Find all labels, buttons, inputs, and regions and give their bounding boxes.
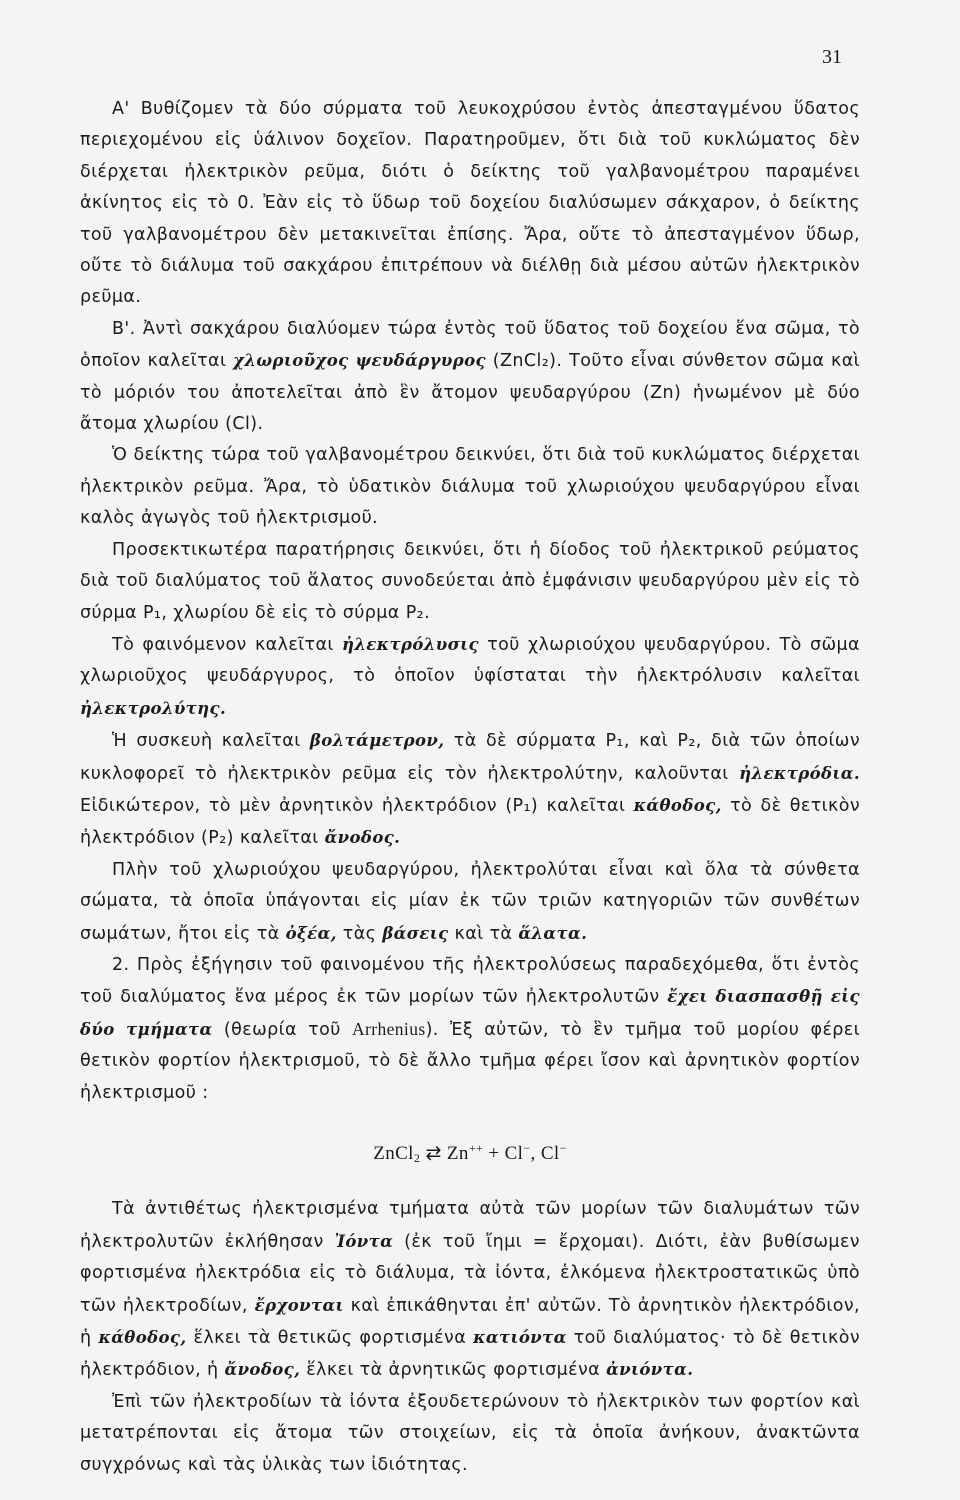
- text-span: Προσεκτικωτέρα παρατήρησις δεικνύει, ὅτι ἡ δίοδος τοῦ ἠλεκτρικοῦ ρεύματος διὰ τοῦ διαλύματος τοῦ ἅλατος συνοδεύεται ἀπὸ ἐμφάνισιν ψευδαργύρου μὲν εἰς τὸ σύρμα P₁, χλωρίου δὲ εἰς τὸ σύρμα P₂.: [80, 539, 860, 623]
- term-emphasis: ἠλεκτρολύτης.: [80, 698, 227, 718]
- formula-anion-2: Cl: [540, 1143, 560, 1164]
- term-emphasis: ἔρχονται: [254, 1295, 344, 1315]
- formula-cation-charge: ++: [468, 1141, 484, 1155]
- paragraph-b: [80, 314, 860, 441]
- paragraph-c: [80, 440, 860, 534]
- formula-plus: +: [488, 1143, 500, 1164]
- paragraph-f: [80, 725, 860, 855]
- paragraph-g: [80, 855, 860, 950]
- term-emphasis: ἀνιόντα.: [606, 1360, 694, 1380]
- term-emphasis: ἄνοδος.: [324, 828, 401, 848]
- term-emphasis: Ἰόντα: [334, 1231, 394, 1251]
- paragraph-h: [80, 950, 860, 1109]
- page-number: 31: [822, 46, 842, 68]
- formula-anion-charge: −: [523, 1141, 531, 1155]
- term-emphasis: βολτάμετρον,: [309, 731, 445, 751]
- text-span: Τὰ ἀντιθέτως ἠλεκτρισμένα τμήματα αὐτὰ τῶν μορίων τῶν διαλυμάτων τῶν ἠλεκτρολυτῶν ἐκλήθησαν: [80, 1199, 860, 1252]
- text-span: τοῦ διαλύματος· τὸ δὲ θετικὸν ἠλεκτρόδιον, ἡ: [80, 1328, 860, 1381]
- paragraph-a: [80, 94, 860, 314]
- formula-anion-2-charge: −: [559, 1141, 567, 1155]
- term-emphasis: ἄνοδος,: [224, 1360, 301, 1380]
- text-span: Ἐπὶ τῶν ἠλεκτροδίων τὰ ἰόντα ἐξουδετερώνουν τὸ ἠλεκτρικὸν των φορτίον καὶ μετατρέπονται εἰς ἄτομα τῶν στοιχείων, εἰς τὰ ὁποῖα ἀνήκουν, ἀνακτῶντα συγχρόνως καὶ τὰς ὑλικὰς των ἰδιότητας.: [80, 1391, 860, 1475]
- text-span: Α' Βυθίζομεν τὰ δύο σύρματα τοῦ λευκοχρύσου ἐντὸς ἀπεσταγμένου ὕδατος περιεχομένου εἰς ὑάλινον δοχεῖον. Παρατηροῦμεν, ὅτι διὰ τοῦ κυκλώματος δὲν διέρχεται ἠλεκτρικὸν ρεῦμα, διότι ὁ δείκτης τοῦ γαλβανομέτρου παραμένει ἀκίνητος εἰς τὸ 0. Ἐὰν εἰς τὸ ὕδωρ τοῦ δοχείου διαλύσωμεν σάκχαρον, ὁ δείκτης τοῦ γαλβανομέτρου δὲν μετακινεῖται ἐπίσης. Ἄρα, οὔτε τὸ ἀπεσταγμένον ὕδωρ, οὔτε τὸ διάλυμα τοῦ σακχάρου ἐπιτρέπουν νὰ διέλθῃ διὰ μέσου αὐτῶν ἠλεκτρικὸν ρεῦμα.: [80, 99, 860, 308]
- term-emphasis: ἅλατα.: [518, 923, 588, 943]
- formula-anion: Cl: [504, 1143, 524, 1164]
- term-emphasis: ἔχει διασπασθῇ εἰς δύο τμήματα: [80, 987, 860, 1039]
- term-emphasis: κάθοδος,: [98, 1328, 187, 1348]
- text-span: Ὁ δείκτης τώρα τοῦ γαλβανομέτρου δεικνύει, ὅτι διὰ τοῦ κυκλώματος διέρχεται ἠλεκτρικὸν ρεῦμα. Ἄρα, τὸ ὑδατικὸν διάλυμα τοῦ χλωριούχου ψευδαργύρου εἶναι καλὸς ἀγωγὸς τοῦ ἠλεκτρισμοῦ.: [80, 445, 860, 529]
- formula-lhs: ZnCl: [373, 1143, 414, 1164]
- text-span: Τὸ φαινόμενον καλεῖται: [112, 634, 342, 655]
- text-span: Β'. Ἀντὶ σακχάρου διαλύομεν τώρα ἐντὸς τοῦ ὕδατος τοῦ δοχείου ἕνα σῶμα, τὸ ὁποῖον καλεῖται: [80, 318, 860, 372]
- text-span: καὶ ἐπικάθηνται ἐπ' αὐτῶν. Τὸ ἀρνητικὸν ἠλεκτρόδιον, ἡ: [80, 1295, 860, 1349]
- name-arrhenius: Arrhenius: [351, 1018, 426, 1039]
- ionization-formula: [80, 1133, 860, 1174]
- paragraph-d: [80, 535, 860, 629]
- text-span: (ἐκ τοῦ ἴημι = ἔρχομαι). Διότι, ἐὰν βυθίσωμεν φορτισμένα ἠλεκτρόδια εἰς τὸ διάλυμα, τὰ ἰόντα, ἑλκόμενα ἠλεκτροστατικῶς ὑπὸ τῶν ἠλεκτροδίων,: [80, 1231, 860, 1316]
- text-span: (ZnCl₂). Τοῦτο εἶναι σύνθετον σῶμα καὶ τὸ μόριόν του ἀποτελεῖται ἀπὸ ἓν ἄτομον ψευδαργύρου (Zn) ἡνωμένον μὲ δύο ἄτομα χλωρίου (Cl).: [80, 351, 861, 435]
- text-span: Ἡ συσκευὴ καλεῖται: [112, 731, 310, 752]
- text-span: καὶ τὰ: [448, 923, 519, 944]
- text-span: ἕλκει τὰ ἀρνητικῶς φορτισμένα: [300, 1360, 607, 1381]
- term-emphasis: ἠλεκτρόλυσις: [341, 634, 479, 654]
- text-span: τοῦ χλωριούχου ψευδαργύρου. Τὸ σῶμα χλωριοῦχος ψευδάργυρος, τὸ ὁποῖον ὑφίσταται τὴν ἠλεκτρόλυσιν καλεῖται: [80, 634, 860, 687]
- paragraph-i: [80, 1194, 860, 1386]
- term-emphasis: κατιόντα: [473, 1328, 567, 1348]
- formula-comma: ,: [530, 1143, 536, 1164]
- text-span: Εἰδικώτερον, τὸ μὲν ἀρνητικὸν ἠλεκτρόδιον (P₁) καλεῖται: [80, 795, 634, 816]
- term-emphasis: κάθοδος,: [633, 795, 722, 815]
- equilibrium-arrow-icon: ⇄: [425, 1143, 442, 1164]
- formula-cation: Zn: [446, 1143, 469, 1164]
- term-emphasis: χλωριοῦχος ψευδάργυρος: [233, 351, 486, 371]
- paragraph-e: [80, 629, 860, 725]
- term-emphasis: ἠλεκτρόδια.: [739, 763, 860, 783]
- text-span: 2. Πρὸς ἐξήγησιν τοῦ φαινομένου τῆς ἠλεκτρολύσεως παραδεχόμεθα, ὅτι ἐντὸς τοῦ διαλύματος ἕνα μέρος ἐκ τῶν μορίων τῶν ἠλεκτρολυτῶν: [80, 954, 860, 1008]
- body-text: [80, 94, 860, 1481]
- paragraph-j: [80, 1387, 860, 1481]
- text-span: τὰ δὲ σύρματα P₁, καὶ P₂, διὰ τῶν ὁποίων κυκλοφορεῖ τὸ ἠλεκτρικὸν ρεῦμα εἰς τὸν ἠλεκτρολύτην, καλοῦνται: [80, 731, 860, 784]
- text-span: ). Ἐξ αὐτῶν, τὸ ἓν τμῆμα τοῦ μορίου φέρει θετικὸν φορτίον ἠλεκτρισμοῦ, τὸ δὲ ἄλλο τμῆμα φέρει ἴσον καὶ ἀρνητικὸν φορτίον ἠλεκτρισμοῦ :: [80, 1019, 860, 1103]
- text-span: ἕλκει τὰ θετικῶς φορτισμένα: [186, 1328, 474, 1349]
- formula-lhs-subscript: 2: [413, 1151, 421, 1165]
- text-span: Πλὴν τοῦ χλωριούχου ψευδαργύρου, ἠλεκτρολύται εἶναι καὶ ὅλα τὰ σύνθετα σώματα, τὰ ὁποῖα ὑπάγονται εἰς μίαν ἐκ τῶν τριῶν κατηγοριῶν τῶν συνθέτων σωμάτων, ἤτοι εἰς τὰ: [80, 859, 860, 944]
- term-emphasis: ὀξέα,: [285, 923, 337, 943]
- term-emphasis: βάσεις: [382, 923, 449, 943]
- text-span: (θεωρία τοῦ: [212, 1019, 352, 1040]
- text-span: τὸ δὲ θετικὸν ἠλεκτρόδιον (P₂) καλεῖται: [80, 795, 860, 849]
- text-span: τὰς: [336, 923, 383, 944]
